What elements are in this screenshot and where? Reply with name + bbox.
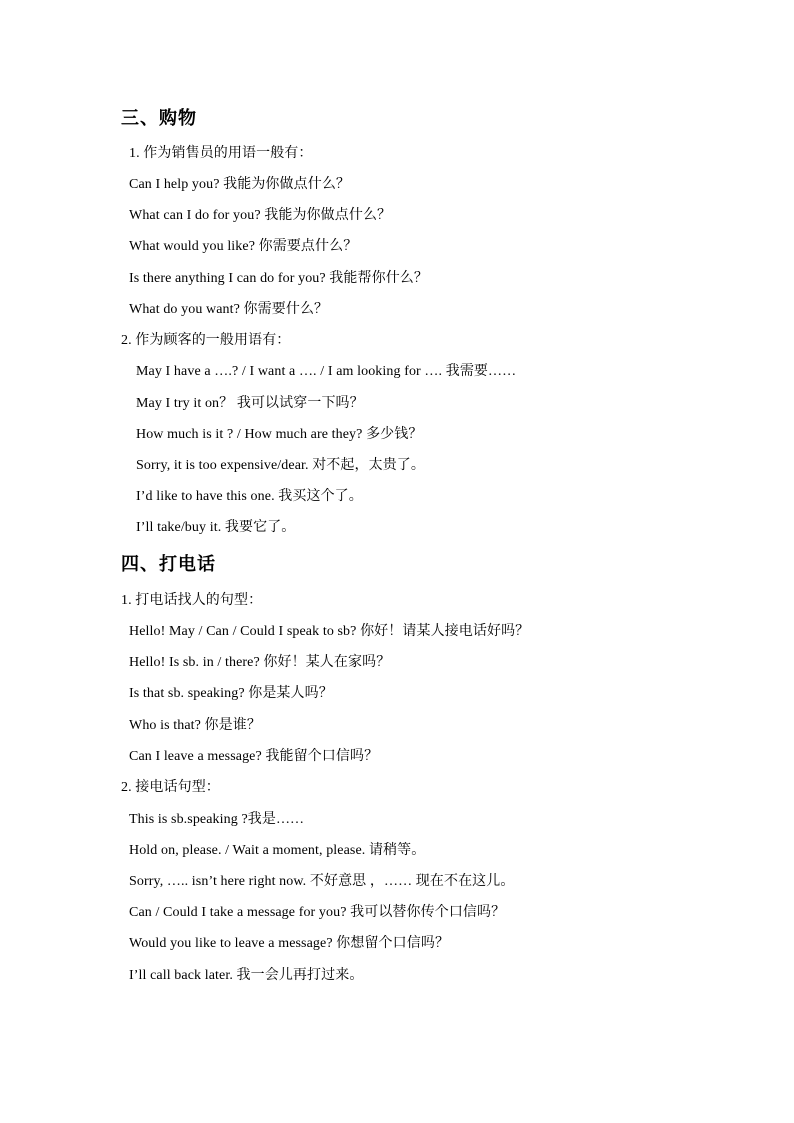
sentence-line: I’ll call back later. 我一会儿再打过来。 [129,968,364,983]
sentence-line: How much is it ? / How much are they? 多少钱？ [136,427,423,442]
section-title-phone-calls: 四、打电话 [121,554,216,574]
sentence-line: Can I leave a message? 我能留个口信吗？ [129,749,379,764]
sentence-line: Sorry, ….. isn’t here right now. 不好意思 ，…… 现在不在这儿。 [129,874,515,889]
section-title-shopping: 三、购物 [121,108,197,128]
sentence-line: This is sb.speaking ?我是…… [129,812,305,827]
sentence-line: Would you like to leave a message? 你想留个口信吗？ [129,936,450,951]
sentence-line: May I try it on？ 我可以试穿一下吗？ [136,396,364,411]
sentence-line: What can I do for you? 我能为你做点什么？ [129,208,392,223]
subheading-customer-phrases: 2. 作为顾客的一般用语有： [121,333,291,348]
sentence-line: Who is that? 你是谁？ [129,718,261,733]
sentence-line: Hello! May / Can / Could I speak to sb? 你好！请某人接电话好吗？ [129,624,530,639]
sentence-line: What would you like? 你需要点什么？ [129,239,358,254]
sentence-line: Sorry, it is too expensive/dear. 对不起，太贵了。 [136,458,425,473]
sentence-line: Is there anything I can do for you? 我能帮你什么？ [129,271,429,286]
sentence-line: Hello! Is sb. in / there? 你好！某人在家吗？ [129,655,391,670]
sentence-line: Can / Could I take a message for you? 我可以替你传个口信吗？ [129,905,506,920]
subheading-calling-phrases: 1. 打电话找人的句型： [121,593,263,608]
sentence-line: What do you want? 你需要什么？ [129,302,329,317]
sentence-line: May I have a ….? / I want a …. / I am looking for …. 我需要…… [136,364,517,379]
sentence-line: Hold on, please. / Wait a moment, please. 请稍等。 [129,843,426,858]
subheading-salesperson-phrases: 1. 作为销售员的用语一般有： [129,146,313,161]
sentence-line: I’ll take/buy it. 我要它了。 [136,520,296,535]
sentence-line: Is that sb. speaking? 你是某人吗？ [129,686,333,701]
subheading-answering-phrases: 2. 接电话句型： [121,780,220,795]
sentence-line: I’d like to have this one. 我买这个了。 [136,489,363,504]
sentence-line: Can I help you? 我能为你做点什么？ [129,177,351,192]
